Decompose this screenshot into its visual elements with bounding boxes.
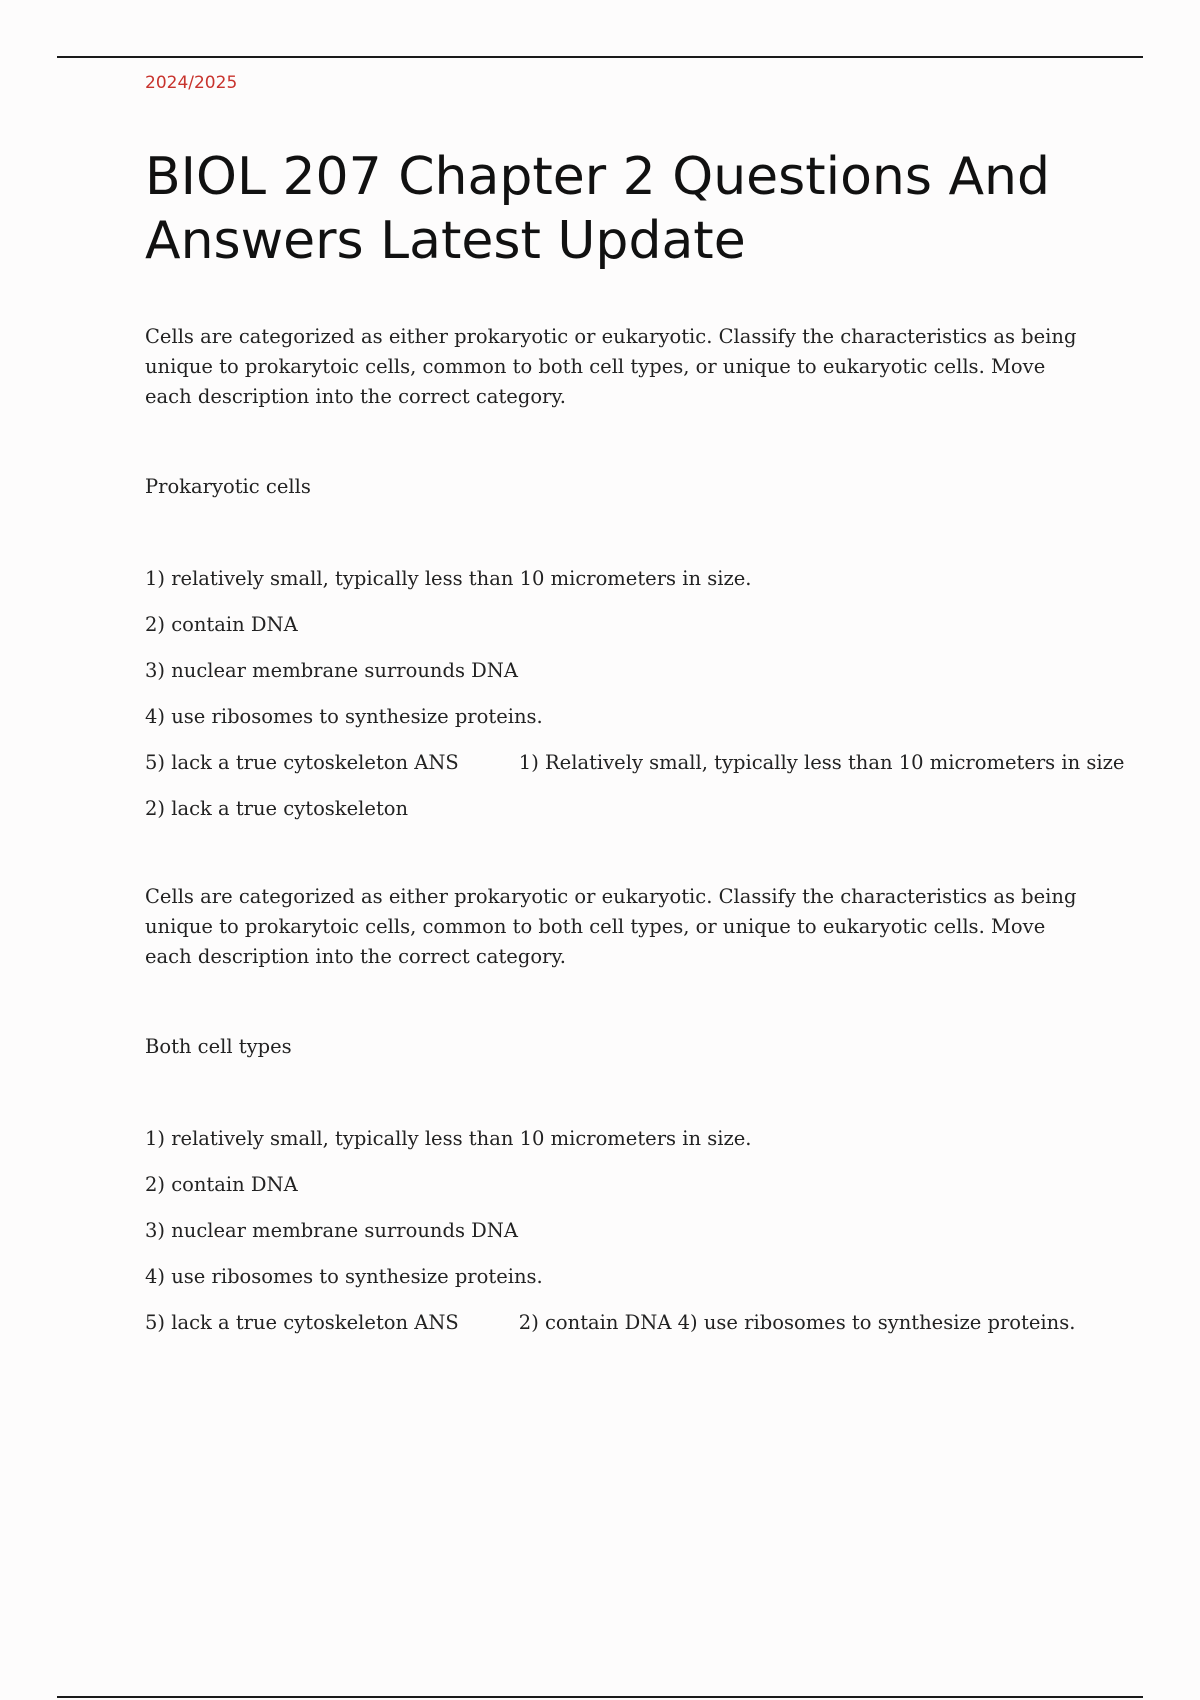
list-item-with-answer bbox=[145, 1308, 1080, 1338]
list-item: 1) relatively small, typically less than 10 micrometers in size. bbox=[145, 1127, 752, 1150]
list-item: 4) use ribosomes to synthesize proteins. bbox=[145, 705, 543, 728]
question-block bbox=[145, 882, 1080, 1338]
category-label: Both cell types bbox=[145, 1035, 292, 1058]
option-list bbox=[145, 564, 1125, 824]
bottom-rule bbox=[57, 1696, 1143, 1698]
list-item: 2) contain DNA bbox=[145, 613, 298, 636]
category-label: Prokaryotic cells bbox=[145, 475, 311, 498]
question-text: Cells are categorized as either prokaryotic or eukaryotic. Classify the characteristics as being unique to prokarytoic cells, common to both cell types, or unique to eukaryotic cells. Move each description into the correct category. bbox=[145, 325, 1077, 408]
list-item: 2) contain DNA bbox=[145, 1173, 298, 1196]
page-title: BIOL 207 Chapter 2 Questions And Answers Latest Update bbox=[145, 147, 1050, 271]
question-text: Cells are categorized as either prokaryotic or eukaryotic. Classify the characteristics as being unique to prokarytoic cells, common to both cell types, or unique to eukaryotic cells. Move each description into the correct category. bbox=[145, 885, 1077, 968]
list-item: 3) nuclear membrane surrounds DNA bbox=[145, 1219, 518, 1242]
list-item: 1) relatively small, typically less than 10 micrometers in size. bbox=[145, 567, 752, 590]
list-item: 4) use ribosomes to synthesize proteins. bbox=[145, 1265, 543, 1288]
year-label: 2024/2025 bbox=[145, 73, 238, 93]
document-body bbox=[145, 322, 1125, 1354]
answer-text: 2) contain DNA 4) use ribosomes to synthesize proteins. bbox=[518, 1311, 1076, 1334]
answer-text: 1) Relatively small, typically less than 10 micrometers in size bbox=[518, 751, 1125, 774]
list-item: 5) lack a true cytoskeleton ANS bbox=[145, 1311, 459, 1334]
top-rule bbox=[57, 56, 1143, 58]
list-item-with-answer bbox=[145, 748, 1125, 778]
answer-continued: 2) lack a true cytoskeleton bbox=[145, 797, 409, 820]
question-block bbox=[145, 322, 1125, 824]
option-list bbox=[145, 1124, 1080, 1338]
list-item: 3) nuclear membrane surrounds DNA bbox=[145, 659, 518, 682]
list-item: 5) lack a true cytoskeleton ANS bbox=[145, 751, 459, 774]
